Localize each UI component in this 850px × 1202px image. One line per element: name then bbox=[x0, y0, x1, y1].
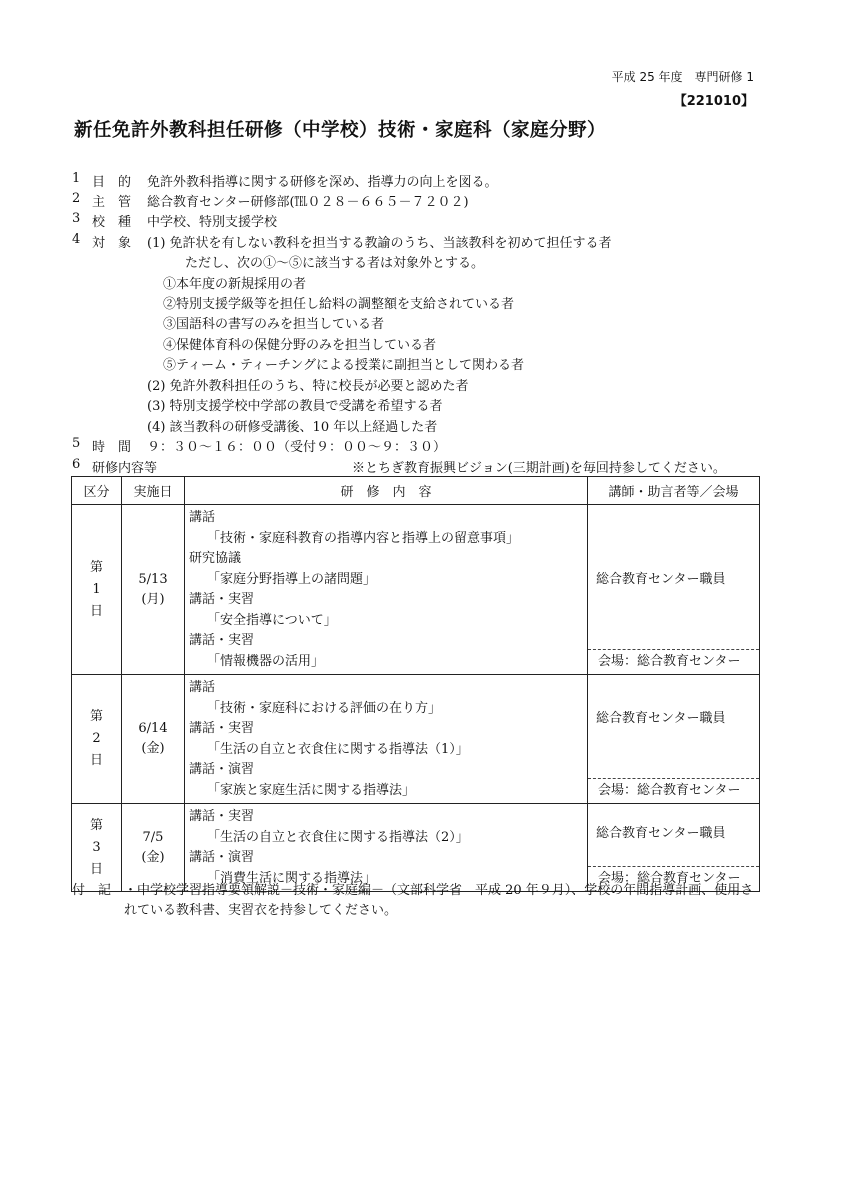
item-label: 目 的 bbox=[92, 175, 132, 190]
day-label: 第 3 日 bbox=[72, 804, 122, 892]
header-content: 研 修 内 容 bbox=[185, 477, 588, 505]
table-row bbox=[72, 505, 760, 675]
item-label: 対 象 bbox=[92, 236, 132, 251]
item-number: 4 bbox=[72, 232, 81, 247]
item-value: 免許外教科指導に関する研修を深め、指導力の向上を図る。 bbox=[147, 175, 498, 190]
venue: 会場：総合教育センター bbox=[588, 778, 759, 803]
instructor-cell bbox=[588, 505, 760, 675]
item-label: 時 間 bbox=[92, 440, 132, 455]
session-date: 5/13 (月) bbox=[122, 505, 185, 675]
item-number: 1 bbox=[72, 171, 81, 186]
instructor-cell bbox=[588, 804, 760, 892]
session-content: 講話・実習 「生活の自立と衣食住に関する指導法（2）」 講話・演習 「消費生活に関する指導法」 bbox=[185, 804, 588, 892]
instructor: 総合教育センター職員 bbox=[596, 826, 726, 841]
fiscal-year-label: 平成 25 年度 専門研修 1 bbox=[611, 70, 754, 84]
session-content: 講話 「技術・家庭科教育の指導内容と指導上の留意事項」 研究協議 「家庭分野指導上の諸問題」 講話・実習 「安全指導について」 講話・実習 「情報機器の活用」 bbox=[185, 505, 588, 675]
session-content: 講話 「技術・家庭科における評価の在り方」 講話・実習 「生活の自立と衣食住に関する指導法（1）」 講話・演習 「家族と家庭生活に関する指導法」 bbox=[185, 675, 588, 804]
table-row bbox=[72, 675, 760, 804]
table-header-row bbox=[72, 477, 760, 505]
course-code: 【221010】 bbox=[673, 94, 754, 109]
item-number: 5 bbox=[72, 436, 81, 451]
session-date: 6/14 (金) bbox=[122, 675, 185, 804]
item-value: 中学校、特別支援学校 bbox=[147, 215, 278, 230]
schedule-table bbox=[71, 476, 760, 892]
instructor: 総合教育センター職員 bbox=[596, 572, 726, 587]
page-title: 新任免許外教科担任研修（中学校）技術・家庭科（家庭分野） bbox=[74, 120, 607, 141]
item-number: 6 bbox=[72, 457, 81, 472]
item-value: 総合教育センター研修部(℡０２８－６６５－７２０２) bbox=[147, 195, 469, 210]
footnote-label: 付 記 bbox=[72, 883, 112, 898]
item-label: 研修内容等 bbox=[92, 461, 158, 476]
day-label: 第 2 日 bbox=[72, 675, 122, 804]
item-number: 3 bbox=[72, 211, 81, 226]
day-label: 第 1 日 bbox=[72, 505, 122, 675]
table-row bbox=[72, 804, 760, 892]
venue: 会場：総合教育センター bbox=[588, 649, 759, 674]
session-date: 7/5 (金) bbox=[122, 804, 185, 892]
item-number: 2 bbox=[72, 191, 81, 206]
exclusion-item: ③国語科の書写のみを担当している者 bbox=[163, 317, 385, 332]
item-label: 主 管 bbox=[92, 195, 132, 210]
item-label: 校 種 bbox=[92, 215, 132, 230]
footnote bbox=[72, 881, 772, 925]
venue: 会場：総合教育センター bbox=[588, 866, 759, 891]
exclusion-item: ⑤ティーム・ティーチングによる授業に副担当として関わる者 bbox=[163, 358, 525, 373]
header-category: 区分 bbox=[72, 477, 122, 505]
target-item: (2) 免許外教科担任のうち、特に校長が必要と認めた者 bbox=[147, 379, 469, 394]
footnote-text: ・中学校学習指導要領解説－技術・家庭編－（文部科学省 平成 20 年９月）、学校の年間指導計画、使用されている教科書、実習衣を持参してください。 bbox=[124, 883, 754, 918]
exclusion-item: ①本年度の新規採用の者 bbox=[163, 277, 307, 292]
bring-vision-note: ※とちぎ教育振興ビジョン(三期計画)を毎回持参してください。 bbox=[352, 461, 726, 476]
header-date: 実施日 bbox=[122, 477, 185, 505]
target-item: (3) 特別支援学校中学部の教員で受講を希望する者 bbox=[147, 399, 443, 414]
exclusion-item: ④保健体育科の保健分野のみを担当している者 bbox=[163, 338, 437, 353]
item-value: (1) 免許状を有しない教科を担当する教諭のうち、当該教科を初めて担任する者 bbox=[147, 236, 612, 251]
instructor-cell bbox=[588, 675, 760, 804]
instructor: 総合教育センター職員 bbox=[596, 711, 726, 726]
target-item: (4) 該当教科の研修受講後、10 年以上経過した者 bbox=[147, 420, 438, 435]
header-instructor-venue: 講師・助言者等／会場 bbox=[588, 477, 760, 505]
exclusion-item: ②特別支援学級等を担任し給料の調整額を支給されている者 bbox=[163, 297, 515, 312]
target-note: ただし、次の①～⑤に該当する者は対象外とする。 bbox=[185, 256, 485, 271]
item-value: ９：３０～１６：００（受付９：００～９：３０） bbox=[147, 440, 447, 455]
